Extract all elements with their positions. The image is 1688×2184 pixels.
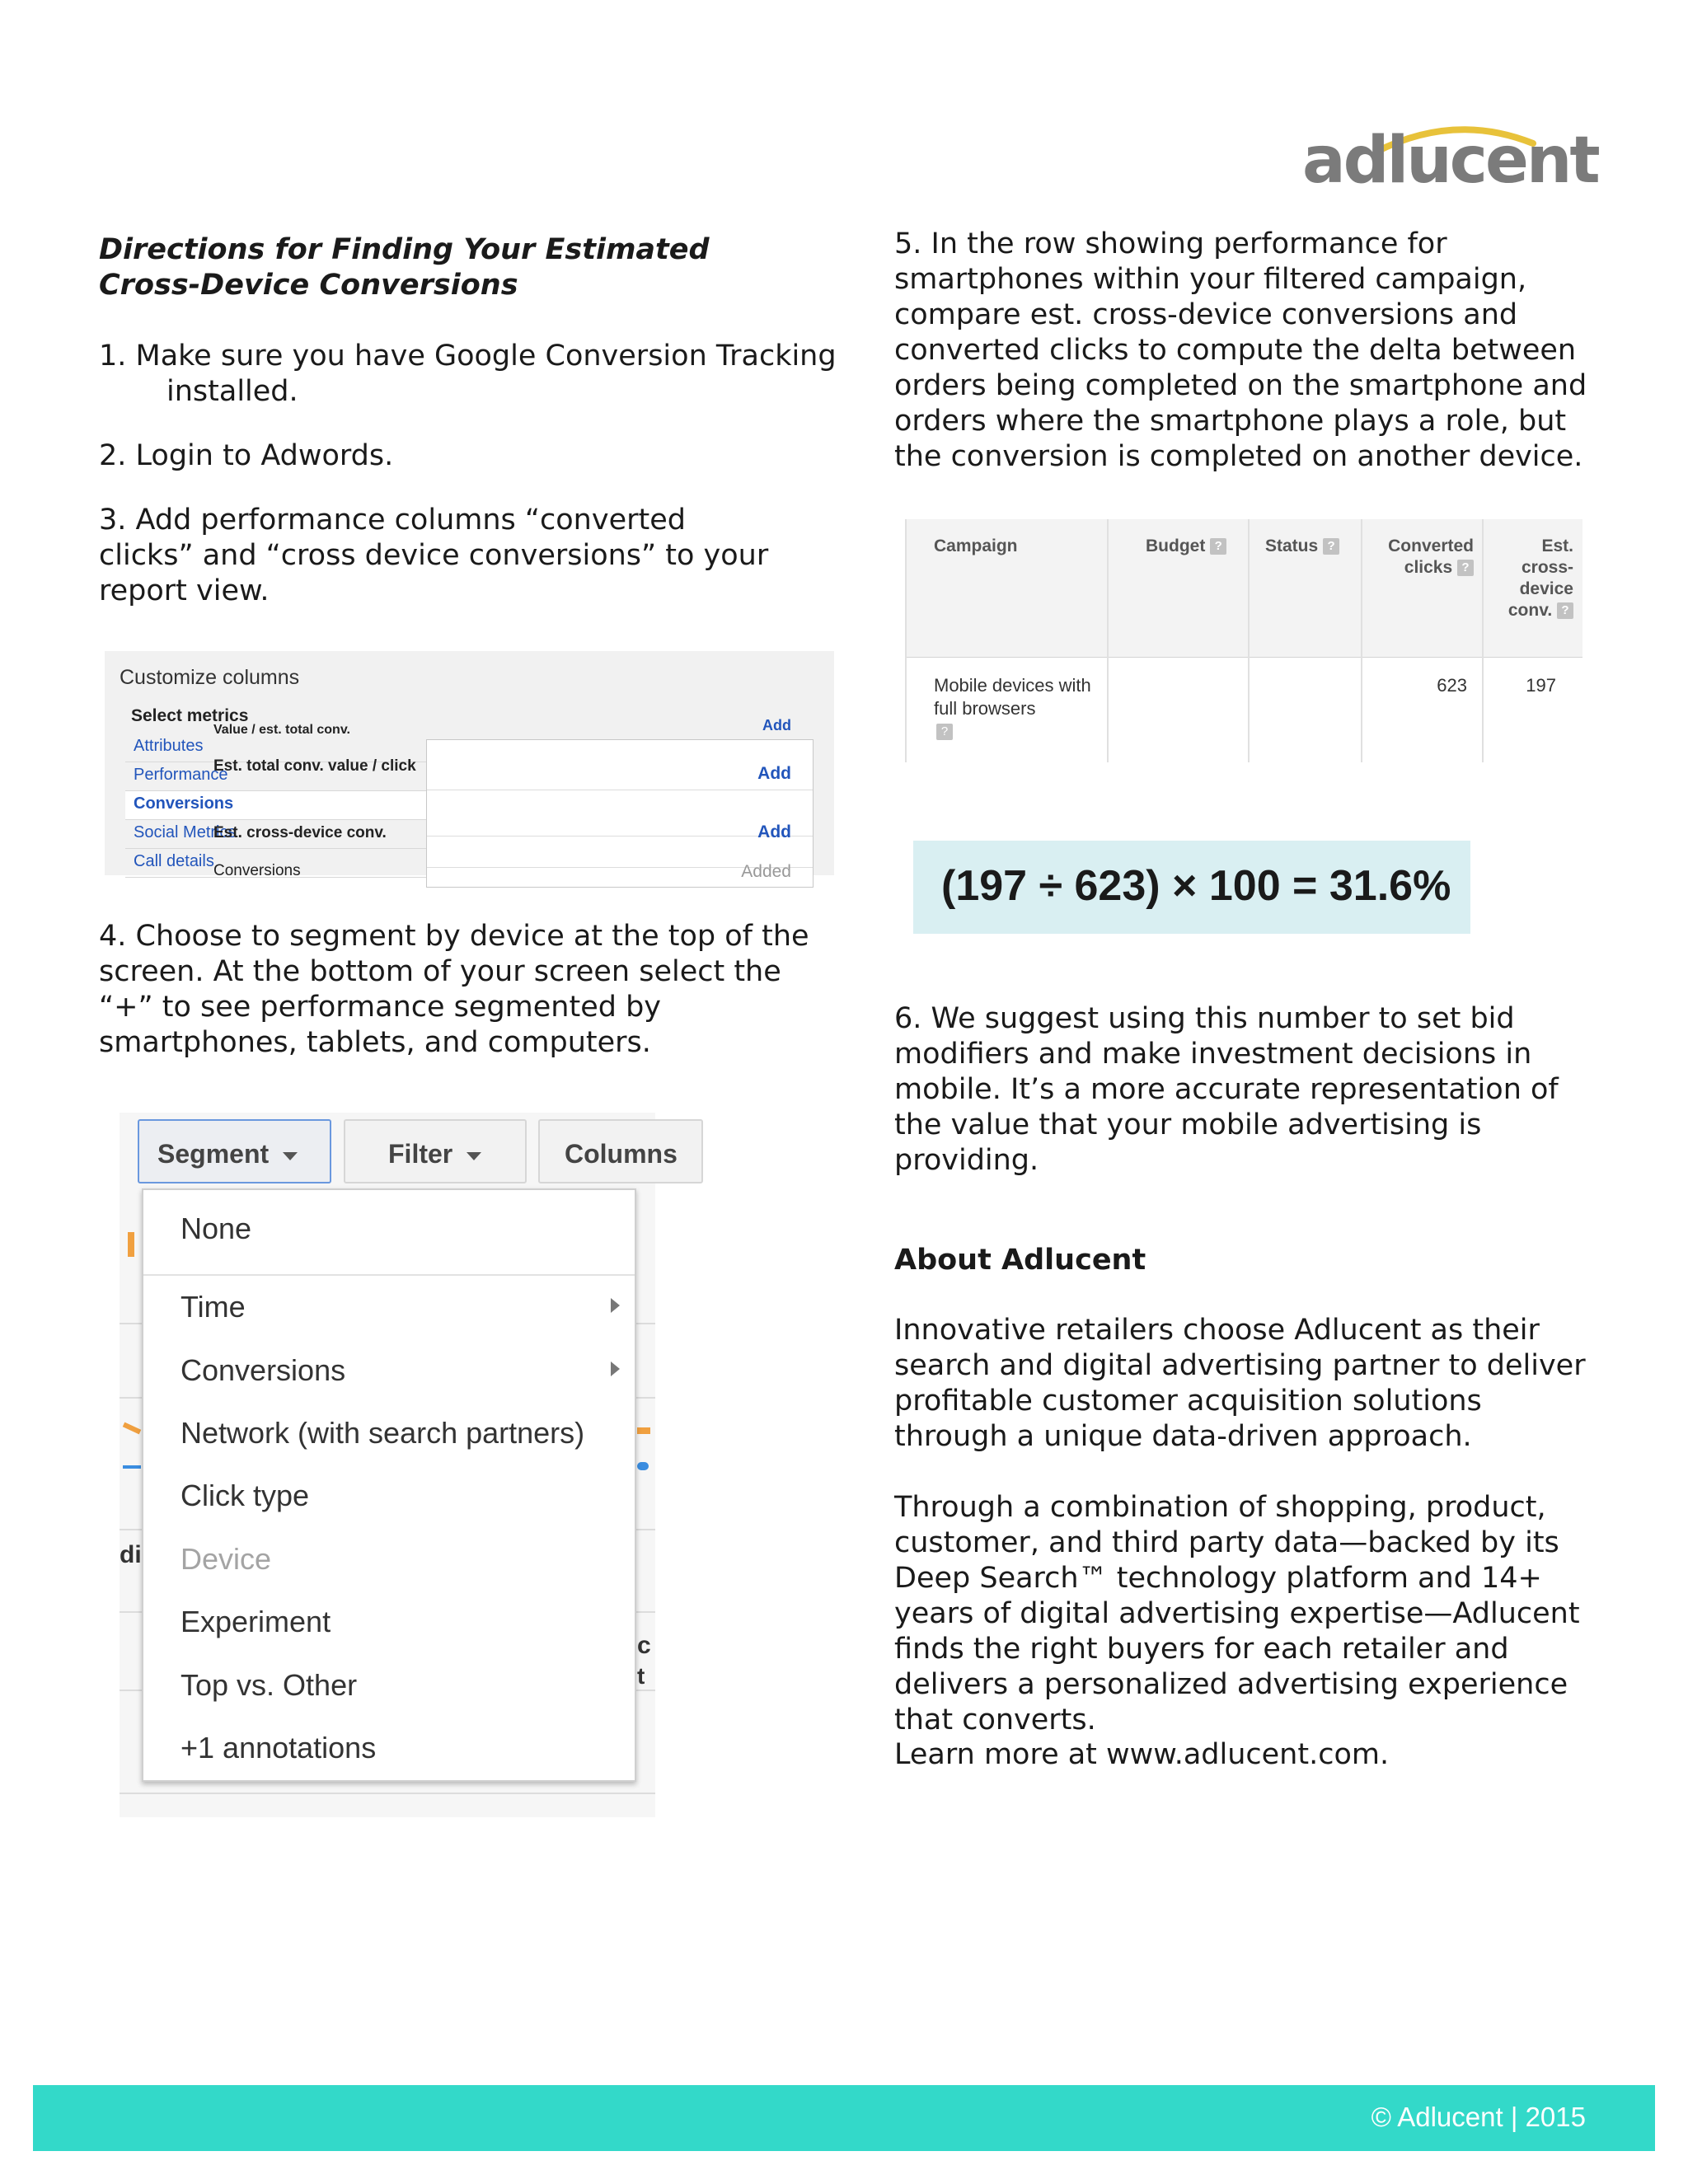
help-icon[interactable]: ? [1210, 538, 1226, 555]
about-paragraph-2: Through a combination of shopping, product, customer, and third party data—backed by its Deep Search™ technology platform and 14+ years of digital advertising expertise—Adlucent finds the right buyers for each retailer and delivers a personalized advertising experience that converts. [894, 1491, 1580, 1736]
metric-total-conv-value: Est. total conv. value / click [213, 757, 416, 775]
menu-item-top-vs-other[interactable]: Top vs. Other [181, 1668, 358, 1702]
add-link[interactable]: Add [762, 717, 791, 733]
step-1-line2: installed. [166, 375, 298, 408]
menu-item-annotations[interactable]: +1 annotations [181, 1731, 377, 1765]
metric-call-details[interactable]: Call details [125, 849, 443, 878]
menu-item-conversions[interactable]: Conversions [181, 1353, 346, 1387]
help-icon[interactable]: ? [1457, 560, 1474, 576]
added-status: Added [741, 862, 791, 881]
step-6: 6. We suggest using this number to set bid modifiers and make investment decisions in mobile. It’s a more accurate representation of the value that your mobile advertising is providing. [894, 1002, 1559, 1177]
customize-columns-screenshot [105, 651, 834, 881]
cell-converted-clicks: 623 [1437, 675, 1467, 696]
segment-button[interactable]: Segment [138, 1119, 331, 1183]
footer-copyright: © Adlucent | 2015 [1371, 2102, 1586, 2132]
caret-down-icon [467, 1152, 481, 1160]
segment-dropdown [142, 1188, 636, 1782]
help-icon[interactable]: ? [1557, 602, 1573, 619]
col-budget[interactable]: Budget ? [1146, 536, 1226, 557]
submenu-arrow-icon [611, 1298, 620, 1313]
select-metrics-label: Select metrics [131, 706, 249, 725]
left-column [99, 232, 841, 609]
caret-down-icon [283, 1152, 298, 1160]
menu-item-device[interactable]: Device [181, 1542, 272, 1576]
about-paragraph-1: Innovative retailers choose Adlucent as their search and digital advertising partner to deliver profitable customer acquisition solutions through a unique data-driven approach. [894, 1314, 1586, 1453]
learn-more: Learn more at www.adlucent.com. [894, 1738, 1390, 1771]
col-est-cross-device[interactable]: Est. cross-device conv. ? [1507, 537, 1573, 620]
metric-conversions[interactable]: Conversions [125, 791, 443, 820]
cell-est-cross-device: 197 [1526, 675, 1556, 696]
menu-item-network[interactable]: Network (with search partners) [181, 1416, 585, 1450]
campaign-table-screenshot [905, 519, 1582, 762]
segment-menu-screenshot: di c t Segment Filter Columns None Time Conversions Network (with search partners) Click type Device Experiment Top vs. Other +1 annotations [120, 1113, 655, 1817]
step-3: 3. Add performance columns “converted clicks” and “cross device conversions” to your report view. [99, 504, 769, 607]
step-1-line1: 1. Make sure you have Google Conversion Tracking [99, 340, 837, 373]
add-link[interactable]: Add [757, 764, 791, 783]
directions-heading: Directions for Finding Your Estimated Cross-Device Conversions [99, 233, 710, 302]
menu-item-time[interactable]: Time [181, 1290, 246, 1324]
add-link[interactable]: Add [757, 823, 791, 841]
metric-attributes[interactable]: Attributes [125, 733, 443, 762]
formula-text: (197 ÷ 623) × 100 = 31.6% [941, 862, 1451, 910]
step-2: 2. Login to Adwords. [99, 439, 394, 472]
col-campaign[interactable]: Campaign [934, 537, 1018, 555]
customize-columns-title: Customize columns [120, 666, 300, 689]
step-4: 4. Choose to segment by device at the top of the screen. At the bottom of your screen select the “+” to see performance segmented by smartphones, tablets, and computers. [99, 920, 809, 1059]
help-icon[interactable]: ? [936, 724, 953, 740]
step-5: 5. In the row showing performance for smartphones within your filtered campaign, compare est. cross-device conversions and converted clicks to compute the delta between orders being completed on the smartphone and orders where the smartphone plays a role, but the conversion is completed on another device. [894, 227, 1587, 473]
col-status[interactable]: Status ? [1265, 536, 1339, 557]
metrics-list [125, 733, 443, 878]
metric-conversions-item: Conversions [213, 862, 301, 879]
campaign-name[interactable]: Mobile devices with full browsers [934, 675, 1091, 719]
metric-value-total: Value / est. total conv. [213, 723, 350, 737]
menu-item-click-type[interactable]: Click type [181, 1479, 310, 1512]
metric-performance[interactable]: Performance [125, 762, 443, 791]
metric-cross-device-conv: Est. cross-device conv. [213, 824, 387, 841]
footer-bar [33, 2085, 1655, 2151]
metric-social[interactable]: Social Metrics [125, 820, 443, 849]
col-converted-clicks[interactable]: Converted clicks ? [1388, 537, 1474, 577]
menu-item-none[interactable]: None [181, 1212, 252, 1245]
submenu-arrow-icon [611, 1361, 620, 1376]
columns-button[interactable]: Columns [538, 1119, 703, 1183]
menu-item-experiment[interactable]: Experiment [181, 1605, 331, 1638]
help-icon[interactable]: ? [1323, 538, 1339, 555]
brand-logo: adlucent [1302, 124, 1598, 198]
formula-box [913, 841, 1470, 934]
filter-button[interactable]: Filter [344, 1119, 527, 1183]
about-heading: About Adlucent [894, 1244, 1146, 1277]
